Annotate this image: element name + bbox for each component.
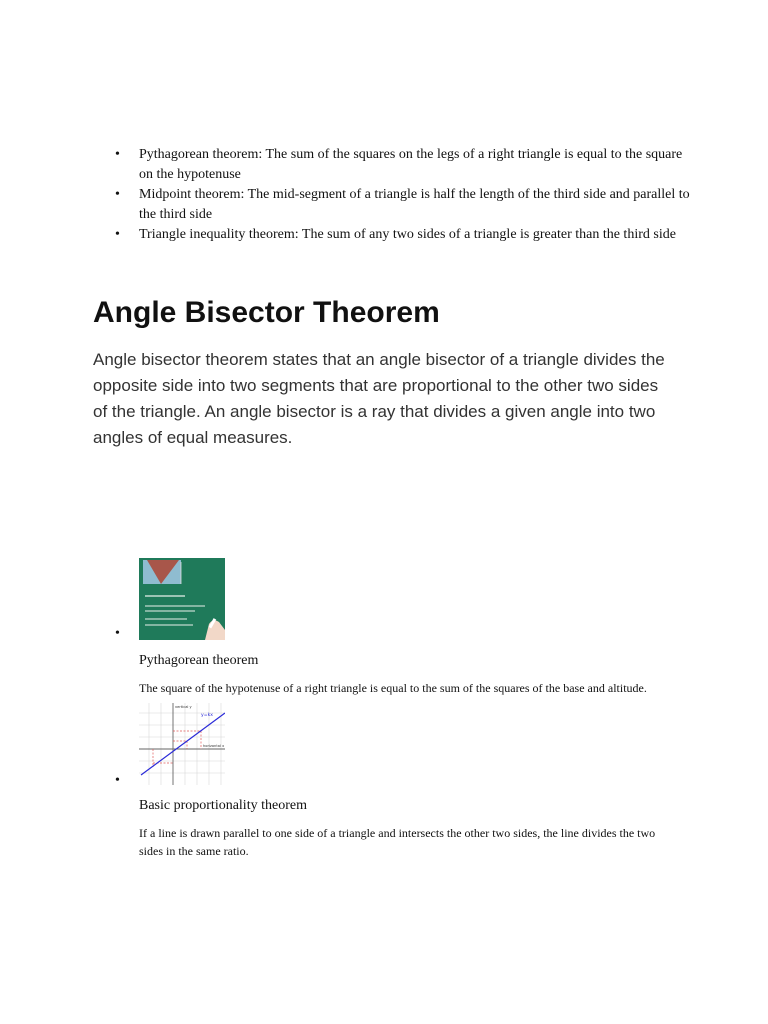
card-title[interactable]: Basic proportionality theorem (139, 798, 307, 813)
theorem-bullet-list (93, 145, 693, 245)
pythagorean-thumbnail[interactable] (139, 558, 225, 640)
bullet-icon: • (115, 147, 120, 162)
list-item (93, 185, 693, 225)
list-item-text: Midpoint theorem: The mid-segment of a triangle is half the length of the third side and parallel to the third side (139, 187, 690, 222)
proportionality-graph-thumbnail[interactable] (139, 703, 225, 785)
card-title[interactable]: Pythagorean theorem (139, 653, 259, 668)
list-item-text: Pythagorean theorem: The sum of the squares on the legs of a right triangle is equal to the square on the hypotenuse (139, 147, 683, 182)
bullet-icon: • (115, 626, 120, 641)
theorem-card-list (93, 558, 693, 860)
bullet-icon: • (115, 187, 120, 202)
list-item (93, 145, 693, 185)
bullet-icon: • (115, 773, 120, 788)
section-intro: Angle bisector theorem states that an angle bisector of a triangle divides the opposite side into two segments that are proportional to the other two sides of the triangle. An angle bisector is a ray that divides a given angle into two angles of equal measures. (93, 350, 665, 447)
bullet-icon: • (115, 227, 120, 242)
x-axis-label: horizontal x (203, 744, 225, 748)
section-heading: Angle Bisector Theorem (93, 296, 440, 329)
card-description: The square of the hypotenuse of a right triangle is equal to the sum of the squares of the base and altitude. (139, 681, 647, 695)
theorem-card-proportionality[interactable] (93, 703, 693, 860)
card-description: If a line is drawn parallel to one side of a triangle and intersects the other two sides, the line divides the two sides in the same ratio. (139, 826, 656, 858)
y-axis-label: vertical y (175, 705, 192, 709)
list-item (93, 225, 693, 245)
line-label: y=kx (201, 713, 213, 718)
list-item-text: Triangle inequality theorem: The sum of any two sides of a triangle is greater than the third side (139, 227, 676, 242)
theorem-card-pythagorean[interactable] (93, 558, 693, 697)
